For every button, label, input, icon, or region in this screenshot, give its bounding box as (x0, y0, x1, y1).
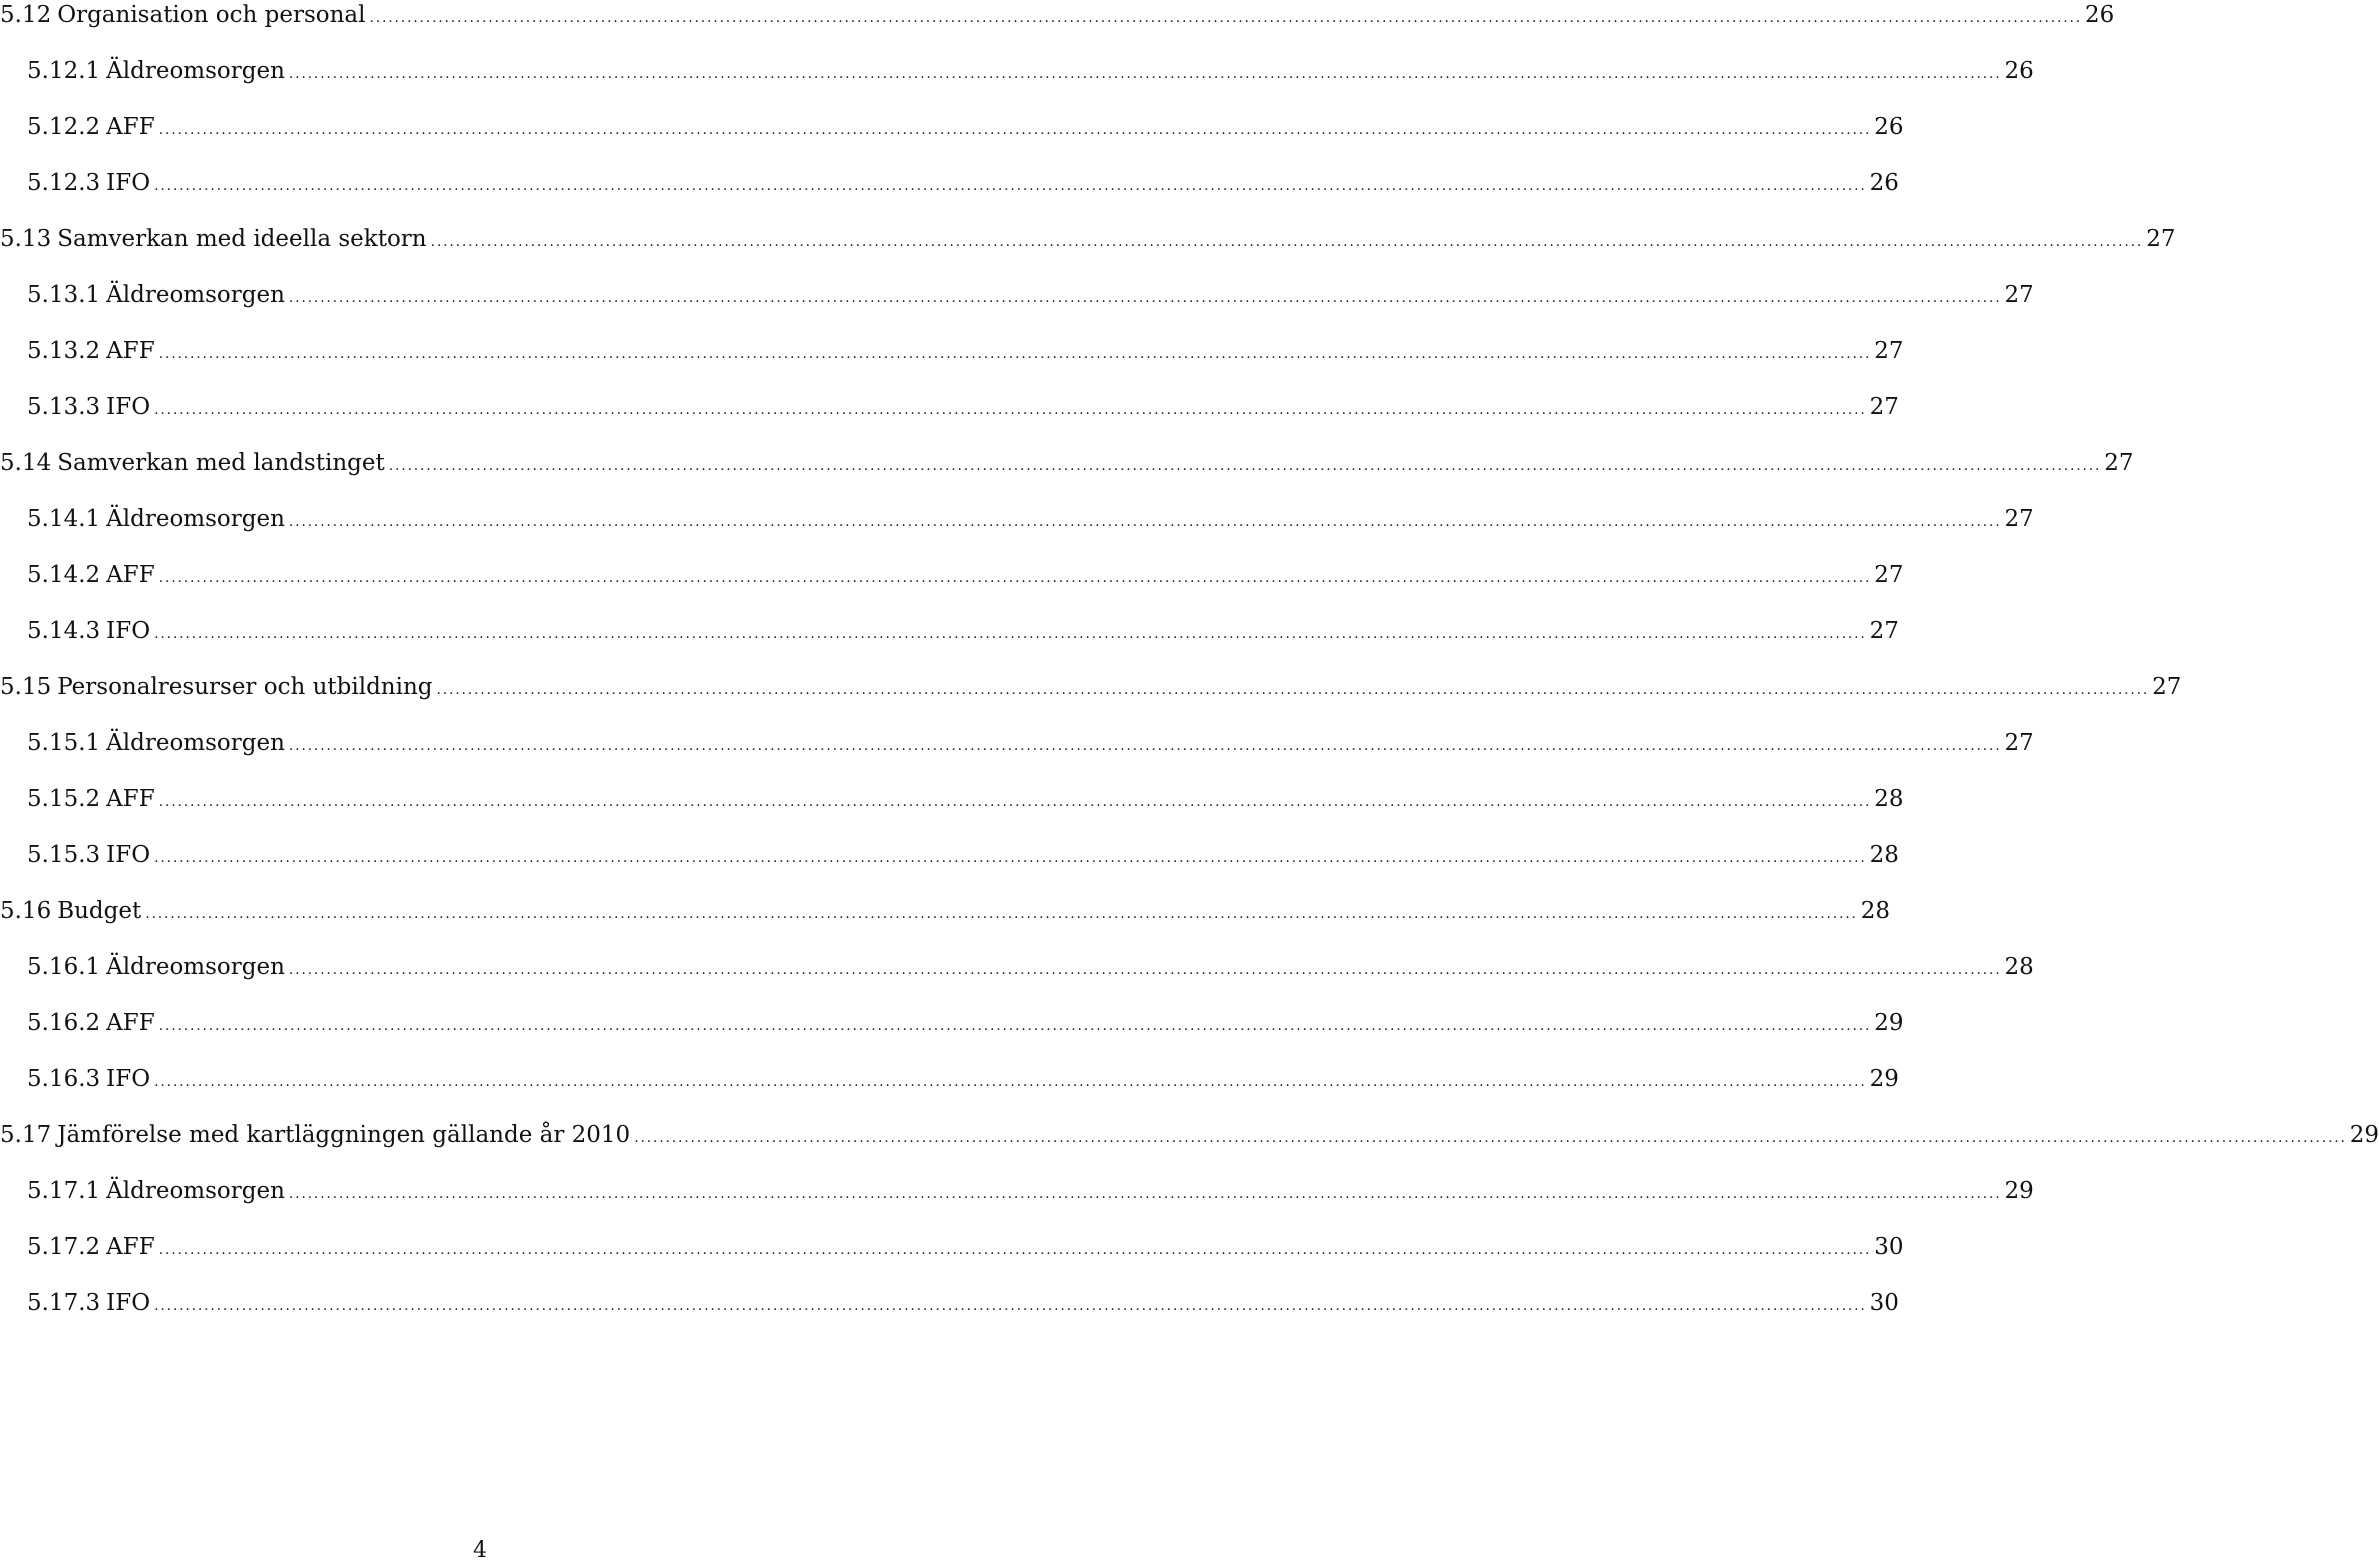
toc-entry-page: 27 (2004, 730, 2034, 756)
toc-entry-title: IFO (106, 1290, 151, 1316)
toc-dot-leader (431, 232, 2144, 254)
toc-dot-leader (369, 8, 2082, 30)
toc-entry[interactable] (0, 784, 1904, 814)
toc-entry-number: 5.12.1 (27, 58, 101, 84)
toc-entry-number: 5.15.3 (27, 842, 101, 868)
toc-entry-page: 28 (2004, 954, 2034, 980)
toc-dot-leader (289, 64, 2002, 86)
toc-entry[interactable] (0, 1288, 1899, 1318)
toc-entry-page: 26 (2085, 2, 2115, 28)
toc-entry[interactable] (0, 0, 2115, 30)
toc-entry[interactable] (0, 112, 1904, 142)
toc-entry-title: Samverkan med ideella sektorn (57, 226, 427, 252)
toc-entry[interactable] (0, 1176, 2034, 1206)
toc-entry-title: IFO (106, 618, 151, 644)
toc-entry-title: AFF (106, 114, 155, 140)
toc-entry-page: 27 (2146, 226, 2176, 252)
toc-entry-page: 29 (1874, 1010, 1904, 1036)
page-number: 4 (473, 1538, 487, 1563)
toc-entry-number: 5.15.2 (27, 786, 101, 812)
toc-entry-page: 28 (1874, 786, 1904, 812)
toc-entry[interactable] (0, 952, 2034, 982)
toc-entry-title: Äldreomsorgen (106, 282, 285, 308)
toc-entry-title: IFO (106, 170, 151, 196)
toc-entry-title: Jämförelse med kartläggningen gällande år 2010 (57, 1122, 631, 1148)
toc-entry-number: 5.16.2 (27, 1010, 101, 1036)
toc-dot-leader (289, 288, 2002, 310)
toc-entry[interactable] (0, 1008, 1904, 1038)
toc-entry[interactable] (0, 504, 2034, 534)
toc-entry-page: 26 (1869, 170, 1899, 196)
toc-entry[interactable] (0, 1232, 1904, 1262)
toc-entry-title: Äldreomsorgen (106, 58, 285, 84)
toc-entry-page: 27 (2004, 506, 2034, 532)
toc-dot-leader (289, 1184, 2002, 1206)
toc-entry[interactable] (0, 728, 2034, 758)
toc-entry-number: 5.12.2 (27, 114, 101, 140)
toc-entry[interactable] (0, 280, 2034, 310)
toc-entry-number: 5.17.1 (27, 1178, 101, 1204)
toc-entry-title: IFO (106, 842, 151, 868)
toc-entry-page: 27 (2104, 450, 2134, 476)
toc-entry-number: 5.14 (0, 450, 52, 476)
toc-entry-title: IFO (106, 394, 151, 420)
toc-entry-title: Äldreomsorgen (106, 506, 285, 532)
toc-entry[interactable] (0, 1120, 2379, 1150)
toc-entry-number: 5.17.2 (27, 1234, 101, 1260)
toc-entry-title: Samverkan med landstinget (57, 450, 385, 476)
toc-dot-leader (159, 344, 1872, 366)
toc-dot-leader (289, 512, 2002, 534)
toc-entry-number: 5.14.2 (27, 562, 101, 588)
toc-entry-number: 5.13.1 (27, 282, 101, 308)
toc-dot-leader (159, 120, 1872, 142)
toc-dot-leader (154, 1072, 1867, 1094)
toc-entry-title: Organisation och personal (57, 2, 366, 28)
toc-entry-number: 5.16.1 (27, 954, 101, 980)
toc-entry[interactable] (0, 896, 1891, 926)
toc-dot-leader (389, 456, 2102, 478)
toc-entry-title: AFF (106, 562, 155, 588)
toc-entry[interactable] (0, 616, 1899, 646)
toc-entry-title: Personalresurser och utbildning (57, 674, 433, 700)
toc-entry-page: 29 (1869, 1066, 1899, 1092)
toc-entry-title: AFF (106, 1010, 155, 1036)
toc-entry-title: AFF (106, 1234, 155, 1260)
toc-entry-number: 5.15 (0, 674, 52, 700)
toc-entry-page: 28 (1869, 842, 1899, 868)
toc-entry-page: 27 (1874, 562, 1904, 588)
toc-entry[interactable] (0, 560, 1904, 590)
toc-entry-page: 30 (1869, 1290, 1899, 1316)
toc-dot-leader (154, 176, 1867, 198)
toc-entry-page: 27 (1869, 618, 1899, 644)
toc-dot-leader (634, 1128, 2347, 1150)
toc-entry-page: 29 (2004, 1178, 2034, 1204)
toc-entry-title: Äldreomsorgen (106, 954, 285, 980)
toc-entry-page: 26 (2004, 58, 2034, 84)
toc-entry[interactable] (0, 840, 1899, 870)
toc-dot-leader (159, 568, 1872, 590)
toc-entry-number: 5.14.1 (27, 506, 101, 532)
toc-entry-title: IFO (106, 1066, 151, 1092)
toc-entry-page: 29 (2349, 1122, 2379, 1148)
toc-entry-number: 5.16.3 (27, 1066, 101, 1092)
toc-dot-leader (154, 848, 1867, 870)
toc-entry-number: 5.16 (0, 898, 52, 924)
toc-entry-page: 26 (1874, 114, 1904, 140)
toc-entry-number: 5.12 (0, 2, 52, 28)
toc-entry-page: 28 (1860, 898, 1891, 924)
toc-entry[interactable] (0, 336, 1904, 366)
toc-entry-number: 5.12.3 (27, 170, 101, 196)
toc-dot-leader (159, 1016, 1872, 1038)
toc-entry-page: 27 (1874, 338, 1904, 364)
toc-dot-leader (154, 1296, 1867, 1318)
toc-dot-leader (145, 904, 1858, 926)
toc-dot-leader (154, 624, 1867, 646)
toc-entry-title: AFF (106, 786, 155, 812)
toc-entry-title: Äldreomsorgen (106, 1178, 285, 1204)
toc-entry[interactable] (0, 1064, 1899, 1094)
toc-dot-leader (437, 680, 2150, 702)
toc-entry-page: 27 (1869, 394, 1899, 420)
toc-dot-leader (154, 400, 1867, 422)
toc-entry[interactable] (0, 672, 2182, 702)
toc-entry[interactable] (0, 392, 1899, 422)
toc-entry[interactable] (0, 224, 2176, 254)
toc-dot-leader (159, 1240, 1872, 1262)
toc-entry-number: 5.13.2 (27, 338, 101, 364)
toc-entry-title: Budget (57, 898, 142, 924)
toc-entry-page: 27 (2152, 674, 2182, 700)
toc-entry-title: AFF (106, 338, 155, 364)
toc-entry[interactable] (0, 168, 1899, 198)
toc-dot-leader (159, 792, 1872, 814)
toc-entry-number: 5.13 (0, 226, 52, 252)
toc-entry-number: 5.15.1 (27, 730, 101, 756)
toc-entry[interactable] (0, 56, 2034, 86)
toc-entry[interactable] (0, 448, 2134, 478)
toc-dot-leader (289, 960, 2002, 982)
toc-entry-page: 30 (1874, 1234, 1904, 1260)
toc-entry-number: 5.17.3 (27, 1290, 101, 1316)
toc-dot-leader (289, 736, 2002, 758)
toc-entry-number: 5.14.3 (27, 618, 101, 644)
toc-entry-number: 5.13.3 (27, 394, 101, 420)
toc-entry-number: 5.17 (0, 1122, 52, 1148)
toc-entry-page: 27 (2004, 282, 2034, 308)
toc-entry-title: Äldreomsorgen (106, 730, 285, 756)
